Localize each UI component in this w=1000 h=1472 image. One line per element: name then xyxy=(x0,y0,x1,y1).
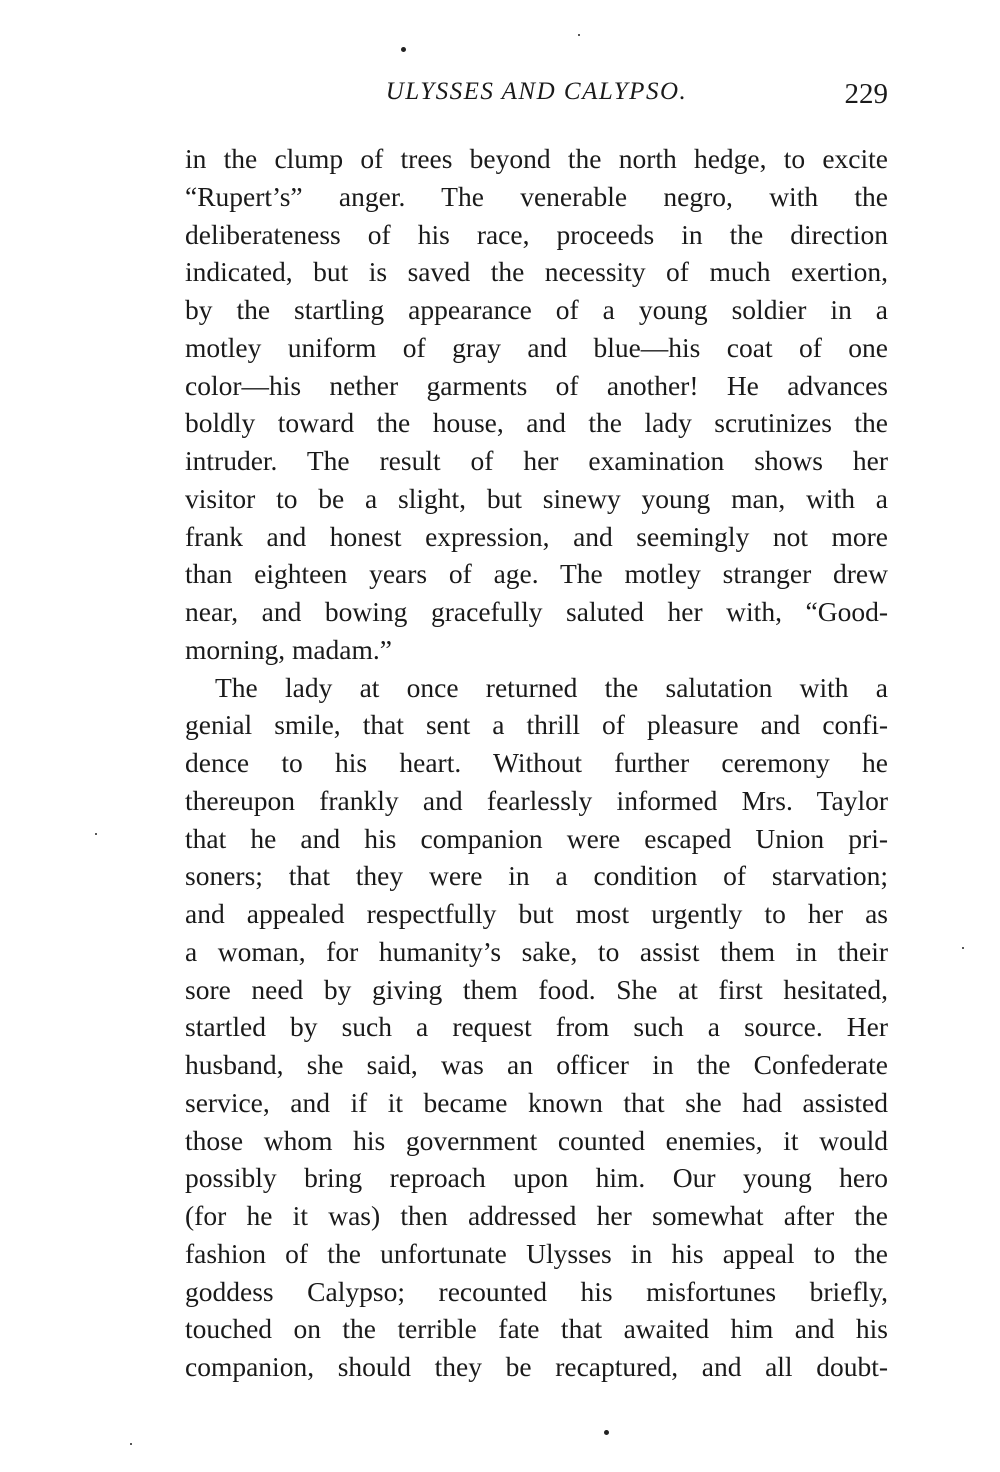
running-title: ULYSSES AND CALYPSO. xyxy=(385,78,688,105)
scan-speck xyxy=(401,47,406,52)
text-line: that he and his companion were escaped Union pri- xyxy=(185,822,888,854)
text-line: those whom his government counted enemies, it would xyxy=(185,1124,888,1156)
body-text xyxy=(185,140,888,1386)
text-line: visitor to be a slight, but sinewy young man, with a xyxy=(185,482,888,514)
text-line: boldly toward the house, and the lady scrutinizes the xyxy=(185,407,888,439)
text-line: than eighteen years of age. The motley stranger drew xyxy=(185,558,888,590)
text-line: deliberateness of his race, proceeds in the direction xyxy=(185,218,888,250)
text-line: (for he it was) then addressed her somewhat after the xyxy=(185,1200,888,1231)
text-line: near, and bowing gracefully saluted her with, “Good- xyxy=(185,596,888,627)
text-line: soners; that they were in a condition of starvation; xyxy=(185,860,888,892)
text-line: startled by such a request from such a source. Her xyxy=(185,1011,888,1043)
text-line: genial smile, that sent a thrill of pleasure and confi- xyxy=(185,709,888,741)
running-head xyxy=(185,78,888,118)
text-line: fashion of the unfortunate Ulysses in his appeal to the xyxy=(185,1237,888,1269)
text-line: goddess Calypso; recounted his misfortunes briefly, xyxy=(185,1275,888,1307)
scan-speck xyxy=(604,1430,609,1435)
scan-speck xyxy=(962,947,964,949)
paragraph-1 xyxy=(185,140,888,669)
text-line: “Rupert’s” anger. The venerable negro, with the xyxy=(185,180,888,212)
scan-speck xyxy=(578,34,580,36)
scan-speck xyxy=(130,1443,132,1445)
text-line: frank and honest expression, and seemingly not more xyxy=(185,520,888,552)
text-line: sore need by giving them food. She at first hesitated, xyxy=(185,973,888,1005)
text-line: color—his nether garments of another! He advances xyxy=(185,369,888,401)
text-line: companion, should they be recaptured, and all doubt- xyxy=(185,1351,888,1382)
text-line: a woman, for humanity’s sake, to assist them in their xyxy=(185,935,888,967)
text-line: The lady at once returned the salutation with a xyxy=(215,671,888,703)
text-line: thereupon frankly and fearlessly informed Mrs. Taylor xyxy=(185,784,888,816)
text-line: in the clump of trees beyond the north hedge, to excite xyxy=(185,143,888,174)
text-line: husband, she said, was an officer in the Confederate xyxy=(185,1049,888,1080)
text-line: indicated, but is saved the necessity of much exertion, xyxy=(185,256,888,288)
scan-speck xyxy=(95,833,97,835)
text-line: touched on the terrible fate that awaited him and his xyxy=(185,1313,888,1345)
page-number: 229 xyxy=(844,78,888,110)
text-line: intruder. The result of her examination shows her xyxy=(185,445,888,476)
text-line: morning, madam.” xyxy=(185,633,392,665)
text-line: dence to his heart. Without further ceremony he xyxy=(185,747,888,778)
text-line: motley uniform of gray and blue—his coat of one xyxy=(185,331,888,363)
text-line: service, and if it became known that she had assisted xyxy=(185,1086,888,1118)
paragraph-2 xyxy=(185,669,888,1386)
text-line: possibly bring reproach upon him. Our young hero xyxy=(185,1162,888,1194)
text-line: and appealed respectfully but most urgently to her as xyxy=(185,898,888,929)
text-line: by the startling appearance of a young soldier in a xyxy=(185,294,888,325)
